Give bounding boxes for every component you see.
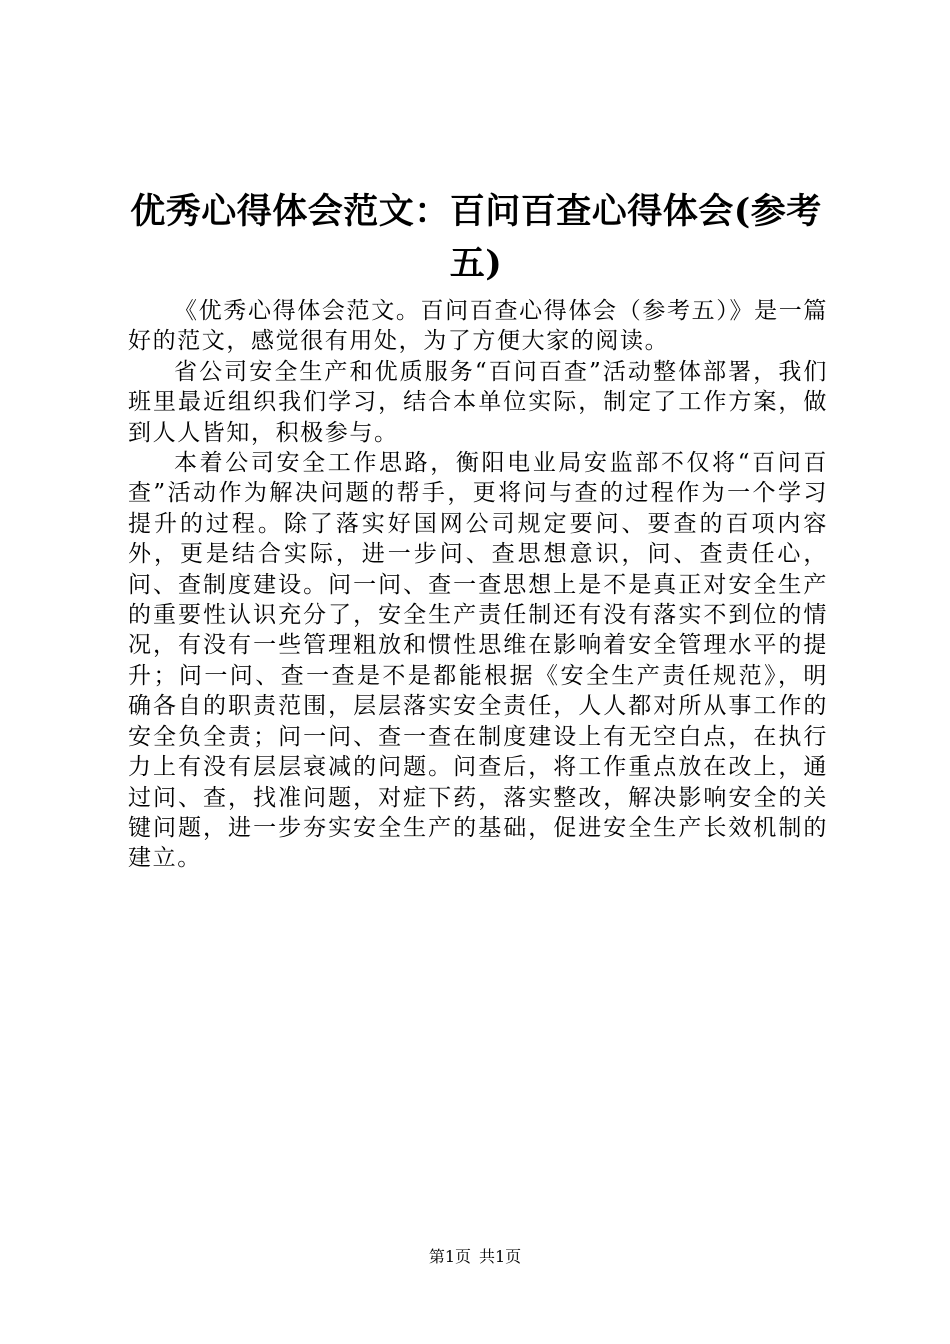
page-total: 共1页 bbox=[479, 1247, 522, 1266]
page-footer bbox=[0, 1247, 950, 1267]
document-body bbox=[128, 296, 828, 874]
page-number: 第1页 bbox=[428, 1247, 471, 1266]
paragraph-main: 本着公司安全工作思路，衡阳电业局安监部不仅将“百问百查”活动作为解决问题的帮手，更将问与查的过程作为一个学习提升的过程。除了落实好国网公司规定要问、要查的百项内容外，更是结合实际，进一步问、查思想意识，问、查责任心，问、查制度建设。问一问、查一查思想上是不是真正对安全生产的重要性认识充分了，安全生产责任制还有没有落实不到位的情况，有没有一些管理粗放和惯性思维在影响着安全管理水平的提升；问一问、查一查是不是都能根据《安全生产责任规范》，明确各自的职责范围，层层落实安全责任，人人都对所从事工作的安全负全责；问一问、查一查在制度建设上有无空白点，在执行力上有没有层层衰减的问题。问查后，将工作重点放在改上，通过问、查，找准问题，对症下药，落实整改，解决影响安全的关键问题，进一步夯实安全生产的基础，促进安全生产长效机制的建立。 bbox=[128, 450, 828, 872]
paragraph-deployment: 省公司安全生产和优质服务“百问百查”活动整体部署，我们班里最近组织我们学习，结合本单位实际，制定了工作方案，做到人人皆知，积极参与。 bbox=[128, 358, 828, 446]
document-title: 优秀心得体会范文：百问百查心得体会(参考五) bbox=[130, 191, 822, 284]
paragraph-intro: 《优秀心得体会范文。百问百查心得体会（参考五）》是一篇好的范文，感觉很有用处，为了方便大家的阅读。 bbox=[128, 298, 828, 355]
